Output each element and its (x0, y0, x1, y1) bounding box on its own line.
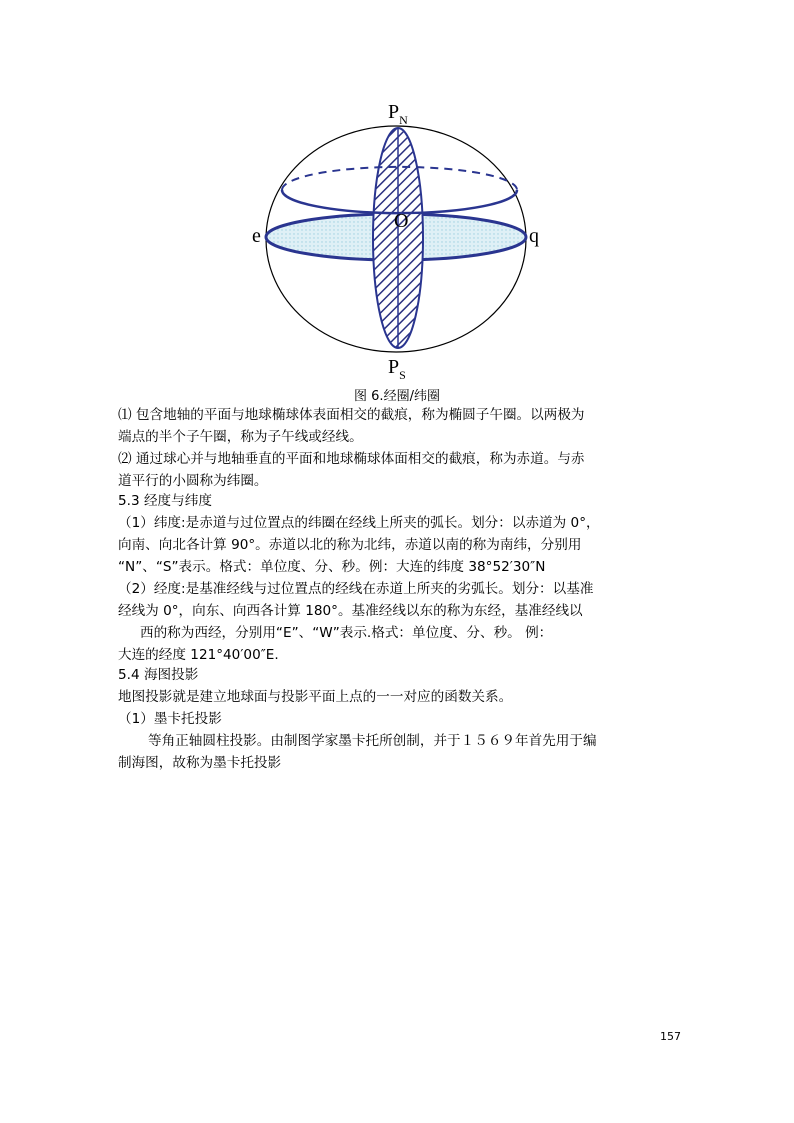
text-line-4: 道平行的小圆称为纬圈。 (118, 473, 268, 489)
text-line-16: 等角正轴圆柱投影。由制图学家墨卡托所创制，并于１５６９年首先用于编 (148, 733, 597, 749)
text-line-11: 西的称为西经，分别用“E”、“W”表示.格式：单位度、分、秒。 例： (140, 625, 553, 641)
text-line-3: ⑵ 通过球心并与地轴垂直的平面和地球椭球体面相交的截痕，称为赤道。与赤 (118, 451, 585, 467)
subheading-mercator: （1）墨卡托投影 (118, 711, 222, 727)
text-line-9: （2）经度:是基准经线与过位置点的经线在赤道上所夹的劣弧长。划分：以基准 (118, 581, 594, 597)
ellipsoid-diagram (240, 96, 550, 386)
section-heading-5-3: 5.3 经度与纬度 (118, 493, 212, 509)
text-line-14: 地图投影就是建立地球面与投影平面上点的一一对应的函数关系。 (118, 689, 513, 705)
text-line-10: 经线为 0°，向东、向西各计算 180°。基准经线以东的称为东经，基准经线以 (118, 603, 583, 619)
text-line-1: ⑴ 包含地轴的平面与地球椭球体表面相交的截痕，称为椭圆子午圈。以两极为 (118, 407, 585, 423)
label-e: e (252, 225, 261, 247)
text-line-17: 制海图，故称为墨卡托投影 (118, 755, 282, 771)
label-south-pole: $P_S$ (388, 356, 406, 382)
label-q: q (529, 225, 539, 247)
text-line-12: 大连的经度 121°40′00″E. (118, 647, 279, 663)
label-north-pole: $P_N$ (388, 101, 408, 127)
figure-caption: 图 6.经圈/纬圈 (354, 389, 440, 404)
text-line-7: 向南、向北各计算 90°。赤道以北的称为北纬，赤道以南的称为南纬，分别用 (118, 537, 582, 553)
text-line-2: 端点的半个子午圈，称为子午线或经线。 (118, 429, 363, 445)
section-heading-5-4: 5.4 海图投影 (118, 667, 199, 683)
page-number: 157 (660, 1030, 681, 1043)
text-line-6: （1）纬度:是赤道与过位置点的纬圈在经线上所夹的弧长。划分：以赤道为 0°， (118, 515, 600, 531)
label-center-o: O (394, 210, 409, 232)
text-line-8: “N”、“S”表示。格式：单位度、分、秒。例：大连的纬度 38°52′30″N (118, 559, 546, 575)
meridian-parallel-figure (240, 96, 550, 386)
